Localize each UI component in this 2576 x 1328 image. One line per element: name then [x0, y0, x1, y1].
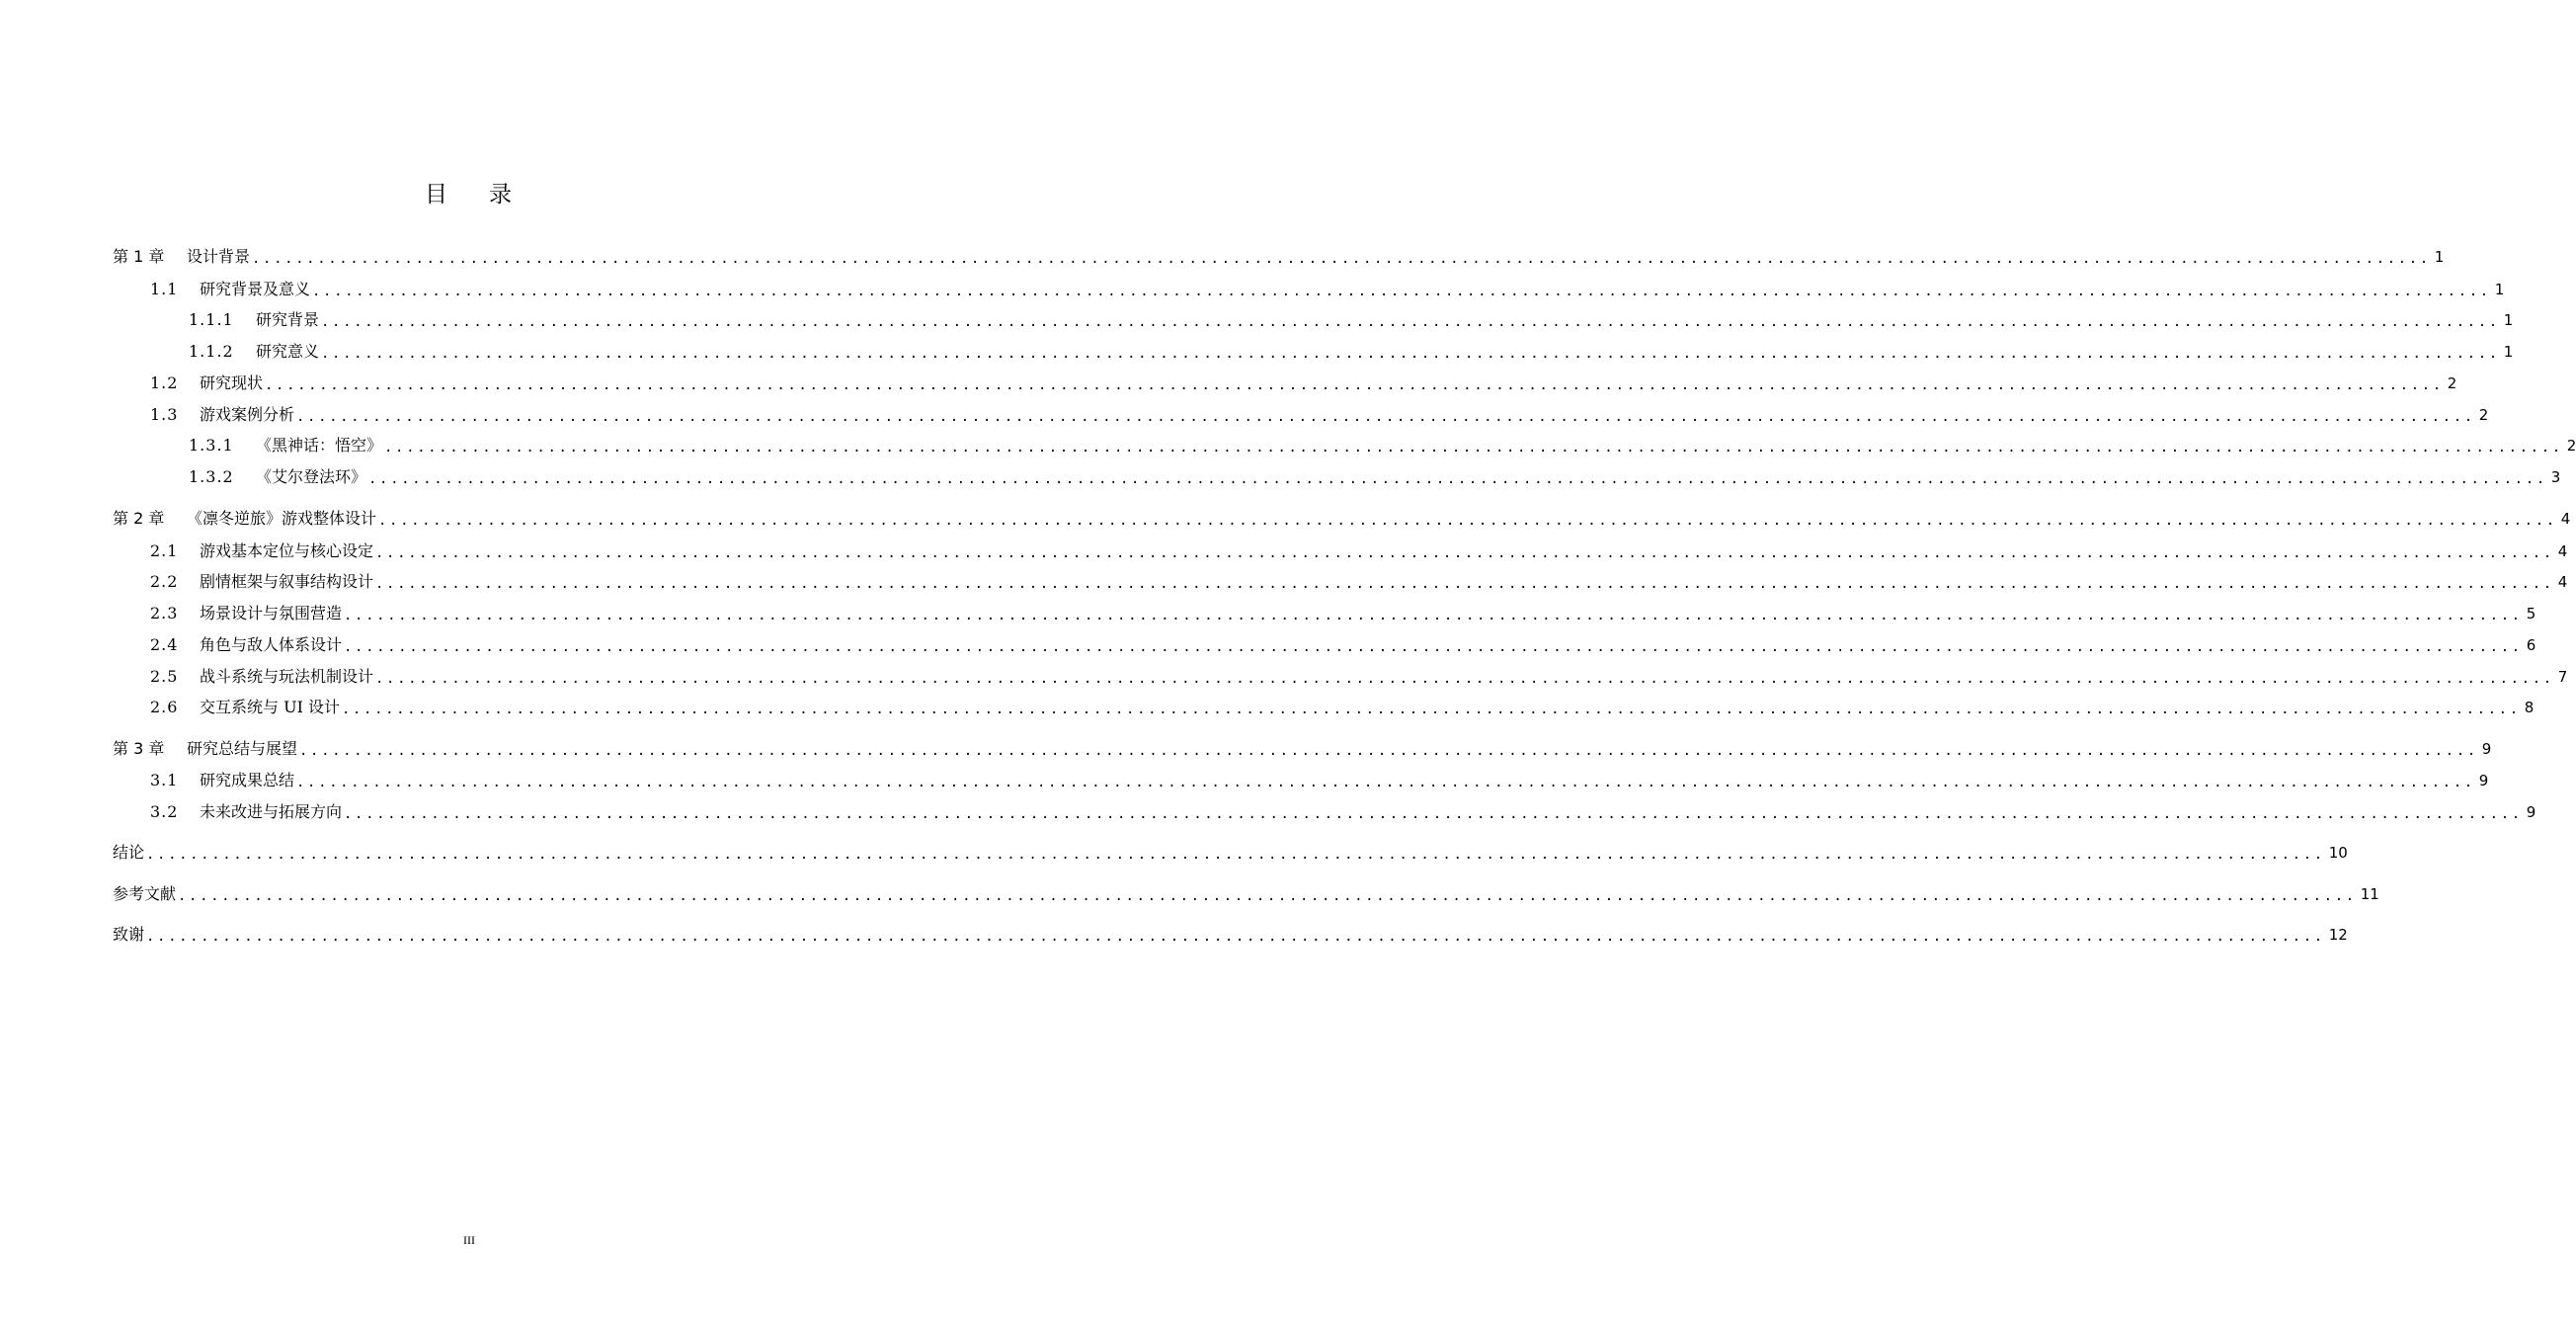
toc-entry-number: 第 1 章	[113, 247, 165, 266]
dot-leader: ........................................................................................................................................................................................................	[344, 639, 2523, 655]
toc-entry-label: 《黑神话：悟空》	[256, 436, 383, 455]
dot-leader: ........................................................................................................................................................................................................	[265, 377, 2444, 393]
toc-entry[interactable]	[0, 402, 2489, 428]
toc-entry-number: 2.3	[150, 604, 179, 622]
toc-entry-label: 研究现状	[200, 374, 264, 392]
dot-leader: ........................................................................................................................................................................................................	[378, 513, 2557, 529]
toc-entry[interactable]	[0, 601, 2536, 626]
toc-entry-label: 游戏基本定位与核心设定	[200, 541, 374, 560]
toc-entry[interactable]	[0, 840, 2348, 866]
toc-entry[interactable]	[0, 539, 2568, 564]
toc-entry-label: 未来改进与拓展方向	[200, 802, 343, 821]
toc-entry[interactable]	[0, 307, 2514, 333]
toc-entry[interactable]	[0, 371, 2457, 396]
toc-entry-text	[150, 601, 342, 626]
toc-entry[interactable]	[0, 464, 2561, 490]
dot-leader: ........................................................................................................................................................................................................	[321, 314, 2500, 330]
toc-entry-number: 1.3.1	[189, 436, 234, 455]
toc-entry-label: 场景设计与氛围营造	[200, 604, 343, 622]
toc-entry-number: 第 2 章	[113, 509, 165, 528]
toc-entry-text	[150, 664, 373, 690]
toc-entry[interactable]	[0, 922, 2348, 948]
toc-entry-text	[113, 506, 376, 532]
toc-entry[interactable]	[0, 768, 2489, 793]
dot-leader: ........................................................................................................................................................................................................	[296, 775, 2475, 790]
toc-entry-page: 1	[2494, 281, 2505, 298]
toc-entry-page: 10	[2328, 844, 2348, 862]
toc-entry-number: 1.3	[150, 405, 179, 424]
toc-entry-number: 2.1	[150, 541, 179, 560]
toc-entry[interactable]	[0, 736, 2492, 762]
toc-entry-page: 4	[2560, 510, 2571, 528]
dot-leader: ........................................................................................................................................................................................................	[375, 671, 2554, 687]
toc-entry-text	[113, 736, 297, 762]
toc-entry-number: 1.2	[150, 374, 179, 392]
toc-entry-page: 9	[2526, 803, 2536, 821]
dot-leader: ........................................................................................................................................................................................................	[299, 743, 2478, 759]
toc-entry-number: 1.1.1	[189, 310, 234, 329]
toc-entry-number: 3.2	[150, 802, 179, 821]
toc-entry-label: 剧情框架与叙事结构设计	[200, 572, 374, 591]
toc-entry[interactable]	[0, 339, 2514, 365]
toc-entry-label: 《凛冬逆旅》游戏整体设计	[187, 509, 377, 528]
toc-entry-number: 第 3 章	[113, 739, 165, 758]
dot-leader: ........................................................................................................................................................................................................	[178, 888, 2357, 904]
toc-entry-label: 游戏案例分析	[200, 405, 295, 424]
toc-entry-text	[150, 768, 294, 793]
toc-entry-number: 1.1.2	[189, 342, 234, 361]
toc-entry[interactable]	[0, 277, 2505, 302]
toc-entry-label: 设计背景	[187, 247, 251, 266]
toc-entry[interactable]	[0, 433, 2576, 458]
toc-entry-page: 1	[2503, 343, 2514, 361]
toc-entry-text	[150, 402, 294, 428]
dot-leader: ........................................................................................................................................................................................................	[375, 545, 2554, 561]
toc-entry-page: 2	[2566, 437, 2576, 455]
toc-entry-label: 交互系统与 UI 设计	[200, 698, 340, 716]
toc-entry-number: 1.1	[150, 280, 179, 298]
toc-entry-text	[189, 307, 319, 333]
toc-entry-page: 1	[2503, 311, 2514, 329]
toc-entry-text	[113, 840, 144, 866]
toc-entry-text	[189, 433, 382, 458]
dot-leader: ........................................................................................................................................................................................................	[384, 440, 2563, 456]
toc-entry-text	[150, 277, 310, 302]
dot-leader: ........................................................................................................................................................................................................	[321, 346, 2500, 362]
dot-leader: ........................................................................................................................................................................................................	[146, 929, 2325, 945]
toc-entry-number: 2.4	[150, 635, 179, 654]
toc-entry-label: 《艾尔登法环》	[256, 467, 367, 486]
toc-entry[interactable]	[0, 506, 2571, 532]
dot-leader: ........................................................................................................................................................................................................	[344, 608, 2523, 623]
toc-entry-label: 研究意义	[256, 342, 320, 361]
toc-entry-label: 角色与敌人体系设计	[200, 635, 343, 654]
toc-title-left: 目	[425, 182, 449, 208]
toc-entry-page: 2	[2447, 374, 2457, 392]
toc-entry-label: 研究背景及意义	[200, 280, 311, 298]
toc-entry-text	[150, 695, 340, 720]
toc-entry-label: 研究成果总结	[200, 771, 295, 789]
toc-entry-page: 4	[2557, 573, 2568, 591]
toc-entry[interactable]	[0, 664, 2568, 690]
toc-entry-text	[150, 569, 373, 595]
dot-leader: ........................................................................................................................................................................................................	[252, 251, 2431, 267]
toc-entry-page: 9	[2481, 740, 2492, 758]
toc-entry[interactable]	[0, 695, 2535, 720]
toc-entry-page: 3	[2550, 468, 2561, 486]
toc-entry-number: 2.2	[150, 572, 179, 591]
toc-entry[interactable]	[0, 569, 2568, 595]
toc-entry-page: 8	[2524, 699, 2535, 716]
toc-entry-page: 11	[2360, 885, 2379, 903]
toc-entry-page: 7	[2557, 668, 2568, 686]
toc-entry-number: 3.1	[150, 771, 179, 789]
toc-entry-label: 研究总结与展望	[187, 739, 298, 758]
toc-title-right: 录	[489, 182, 514, 208]
dot-leader: ........................................................................................................................................................................................................	[368, 471, 2547, 487]
toc-entry-text	[150, 371, 263, 396]
toc-entry-page: 6	[2526, 636, 2536, 654]
toc-entry-page: 4	[2557, 542, 2568, 560]
dot-leader: ........................................................................................................................................................................................................	[312, 284, 2491, 299]
page-number: III	[463, 1233, 475, 1247]
toc-entry-text	[189, 464, 366, 490]
dot-leader: ........................................................................................................................................................................................................	[375, 576, 2554, 592]
toc-entry-text	[150, 632, 342, 658]
toc-entry[interactable]	[0, 881, 2379, 907]
toc-entry-page: 2	[2478, 406, 2489, 424]
toc-entry-label: 研究背景	[256, 310, 320, 329]
dot-leader: ........................................................................................................................................................................................................	[296, 409, 2475, 425]
toc-entry-label: 致谢	[113, 925, 145, 944]
toc-entry-page: 9	[2478, 772, 2489, 789]
toc-entry-text	[113, 244, 250, 270]
toc-entry-page: 1	[2434, 248, 2445, 266]
toc-entry[interactable]	[0, 244, 2445, 270]
toc-entry-text	[113, 881, 176, 907]
toc-entry[interactable]	[0, 799, 2536, 825]
toc-entry-number: 2.6	[150, 698, 179, 716]
toc-entry-number: 1.3.2	[189, 467, 234, 486]
toc-entry-page: 12	[2328, 926, 2348, 944]
toc-entry-text	[189, 339, 319, 365]
dot-leader: ........................................................................................................................................................................................................	[146, 847, 2325, 863]
dot-leader: ........................................................................................................................................................................................................	[341, 702, 2521, 717]
toc-entry-label: 结论	[113, 843, 145, 862]
toc-entry-text	[150, 539, 373, 564]
toc-entry-text	[113, 922, 144, 948]
toc-entry-number: 2.5	[150, 667, 179, 686]
toc-entry-page: 5	[2526, 605, 2536, 622]
toc-entry-label: 战斗系统与玩法机制设计	[200, 667, 374, 686]
toc-entry-text	[150, 799, 342, 825]
dot-leader: ........................................................................................................................................................................................................	[344, 806, 2523, 822]
toc-entry-label: 参考文献	[113, 884, 177, 903]
toc-entry[interactable]	[0, 632, 2536, 658]
